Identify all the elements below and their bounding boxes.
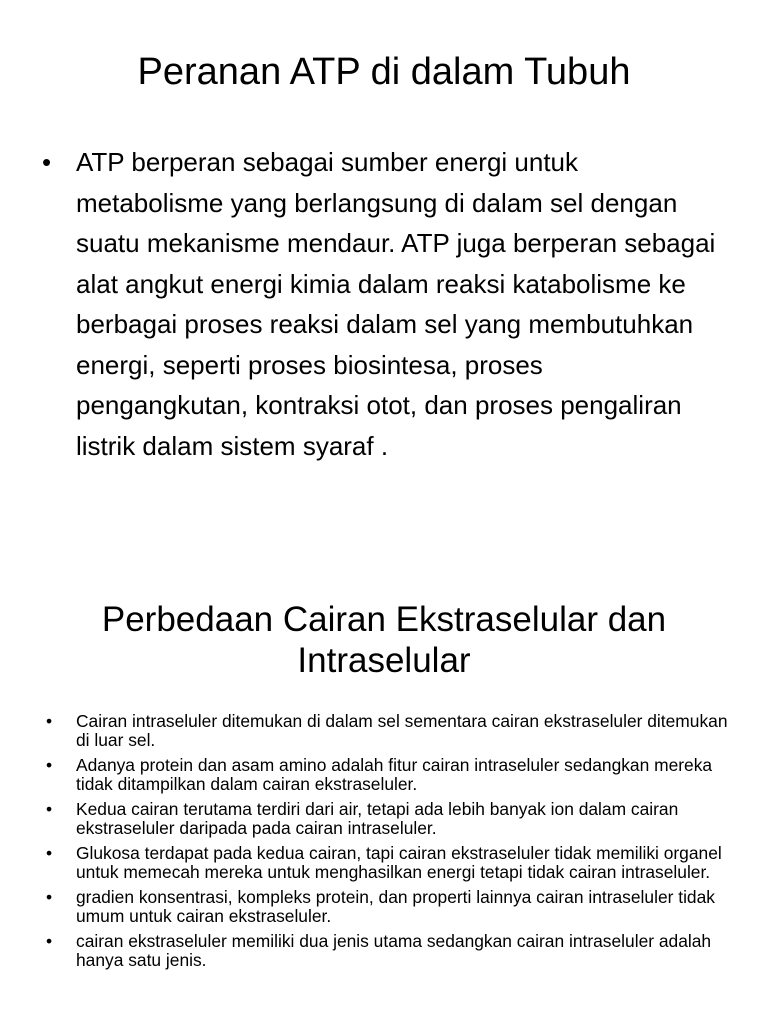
bullet-icon: • — [46, 711, 53, 731]
bullet-icon: • — [42, 147, 52, 177]
bullet-icon: • — [46, 843, 53, 864]
slide-cairan — [0, 560, 768, 1024]
bullet-text: Cairan intraseluler ditemukan di dalam sel sementara cairan ekstraseluler ditemukan di luar sel. — [76, 711, 728, 750]
bullet-text: Adanya protein dan asam amino adalah fitur cairan intraseluler sedangkan mereka tidak ditampilkan dalam cairan ekstraseluler. — [76, 755, 713, 794]
bullet-icon: • — [46, 887, 53, 908]
bullet-list — [42, 142, 716, 466]
list-item — [46, 843, 736, 883]
list-item — [46, 799, 736, 838]
bullet-icon: • — [46, 799, 53, 820]
list-item — [46, 931, 736, 971]
list-item — [46, 711, 736, 750]
bullet-text: Glukosa terdapat pada kedua cairan, tapi cairan ekstraseluler tidak memiliki organel untuk memecah mereka untuk menghasilkan energi tetapi tidak cairan intraseluler. — [76, 843, 722, 883]
bullet-icon: • — [46, 931, 53, 952]
bullet-text: Kedua cairan terutama terdiri dari air, tetapi ada lebih banyak ion dalam cairan ekstraseluler daripada pada cairan intraseluler. — [76, 799, 679, 838]
list-item — [42, 142, 716, 466]
slide-title: Peranan ATP di dalam Tubuh — [137, 51, 631, 93]
bullet-icon: • — [46, 755, 53, 776]
list-item — [46, 887, 736, 927]
bullet-list — [46, 711, 736, 977]
list-item — [46, 755, 736, 794]
bullet-text: ATP berperan sebagai sumber energi untuk metabolisme yang berlangsung di dalam sel dengan suatu mekanisme mendaur. ATP juga berperan sebagai alat angkut energi kimia dalam reaksi katabolisme ke berbagai proses reaksi dalam sel yang membutuhkan energi, seperti proses biosintesa, proses pengangkutan, kontraksi otot, dan proses pengaliran listrik dalam sistem syaraf . — [76, 147, 716, 461]
bullet-text: cairan ekstraseluler memiliki dua jenis utama sedangkan cairan intraseluler adalah hanya satu jenis. — [76, 931, 712, 971]
bullet-text: gradien konsentrasi, kompleks protein, dan properti lainnya cairan intraseluler tidak umum untuk cairan ekstraseluler. — [76, 887, 715, 927]
slide-title: Perbedaan Cairan Ekstraselular dan Intraselular — [101, 600, 667, 680]
